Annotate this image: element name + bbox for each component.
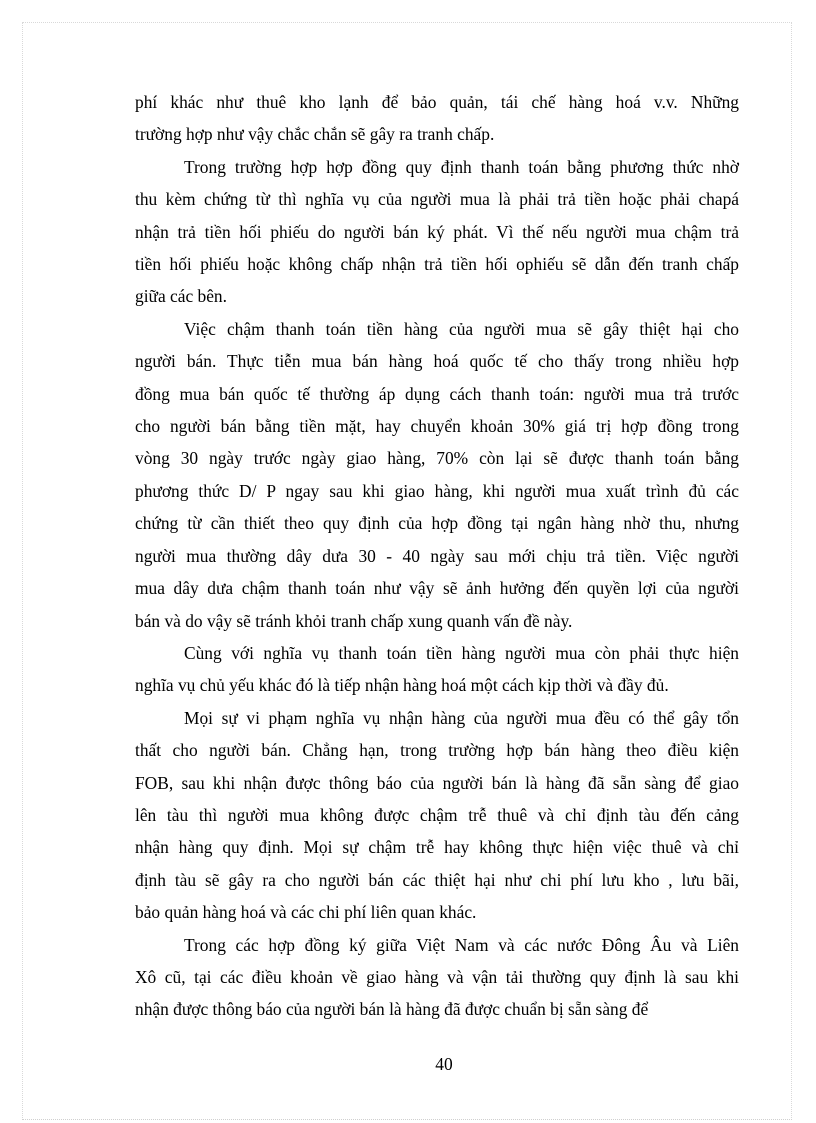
paragraph-line: thất cho người bán. Chẳng hạn, trong trường hợp bán hàng theo điều kiện <box>135 740 739 761</box>
paragraph-line: định tàu sẽ gây ra cho người bán các thiệt hại như chi phí lưu kho , lưu bãi, <box>135 869 739 890</box>
paragraph-line: Xô cũ, tại các điều khoản về giao hàng và vận tải thường quy định là sau khi <box>135 966 739 987</box>
paragraph-line: người mua thường dây dưa 30 - 40 ngày sau mới chịu trả tiền. Việc người <box>135 545 739 566</box>
paragraph-line: Việc chậm thanh toán tiền hàng của người mua sẽ gây thiệt hại cho <box>184 318 739 339</box>
paragraph-line: thu kèm chứng từ thì nghĩa vụ của người mua là phải trả tiền hoặc phải chapá <box>135 189 739 210</box>
paragraph-line: nhận được thông báo của người bán là hàng đã được chuẩn bị sẵn sàng để <box>135 999 649 1020</box>
paragraph-line: vòng 30 ngày trước ngày giao hàng, 70% còn lại sẽ được thanh toán bằng <box>135 448 739 469</box>
paragraph-line: mua dây dưa chậm thanh toán như vậy sẽ ảnh hưởng đến quyền lợi của người <box>135 578 739 599</box>
paragraph-line: phương thức D/ P ngay sau khi giao hàng, khi người mua xuất trình đủ các <box>135 480 739 501</box>
paragraph-line: người bán. Thực tiễn mua bán hàng hoá quốc tế cho thấy trong nhiều hợp <box>135 351 739 372</box>
paragraph-line: cho người bán bằng tiền mặt, hay chuyển khoản 30% giá trị hợp đồng trong <box>135 416 739 437</box>
paragraph-line: nghĩa vụ chủ yếu khác đó là tiếp nhận hàng hoá một cách kịp thời và đầy đủ. <box>135 675 669 696</box>
page-bottom-rule <box>22 1119 792 1120</box>
paragraph-line: trường hợp như vậy chắc chắn sẽ gây ra tranh chấp. <box>135 124 495 145</box>
paragraph-line: bảo quản hàng hoá và các chi phí liên quan khác. <box>135 902 477 923</box>
paragraph-line: nhận hàng quy định. Mọi sự chậm trễ hay không thực hiện việc thuê và chỉ <box>135 837 739 858</box>
paragraph-line: nhận trả tiền hối phiếu do người bán ký phát. Vì thế nếu người mua chậm trả <box>135 221 739 242</box>
paragraph-line: FOB, sau khi nhận được thông báo của người bán là hàng đã sẵn sàng để giao <box>135 772 739 793</box>
paragraph-line: phí khác như thuê kho lạnh để bảo quản, tái chế hàng hoá v.v. Những <box>135 92 739 112</box>
document-body <box>135 86 739 1026</box>
page-number: 40 <box>435 1054 453 1074</box>
paragraph-line: Trong các hợp đồng ký giữa Việt Nam và các nước Đông Âu và Liên <box>184 934 739 955</box>
paragraph-line: lên tàu thì người mua không được chậm trễ thuê và chỉ định tàu đến cảng <box>135 804 739 825</box>
paragraph-line: Mọi sự vi phạm nghĩa vụ nhận hàng của người mua đều có thể gây tổn <box>184 707 739 728</box>
paragraph-line: tiền hối phiếu hoặc không chấp nhận trả tiền hối ophiếu sẽ dẫn đến tranh chấp <box>135 254 739 275</box>
paragraph-line: đồng mua bán quốc tế thường áp dụng cách thanh toán: người mua trả trước <box>135 383 739 404</box>
paragraph-line: bán và do vậy sẽ tránh khỏi tranh chấp xung quanh vấn đề này. <box>135 610 573 631</box>
paragraph-line: Trong trường hợp hợp đồng quy định thanh toán bằng phương thức nhờ <box>184 156 739 177</box>
paragraph-line: Cùng với nghĩa vụ thanh toán tiền hàng người mua còn phải thực hiện <box>184 642 739 663</box>
paragraph-line: giữa các bên. <box>135 286 227 307</box>
paragraph-line: chứng từ cần thiết theo quy định của hợp đồng tại ngân hàng nhờ thu, nhưng <box>135 513 739 534</box>
